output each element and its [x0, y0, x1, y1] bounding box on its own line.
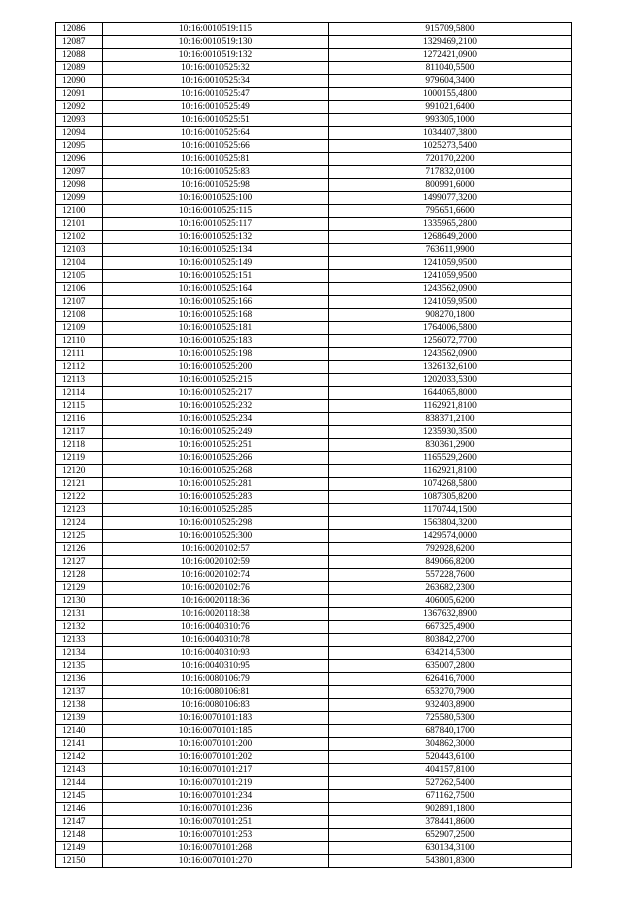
row-number-cell: 12133 — [56, 634, 103, 647]
table-row — [56, 673, 572, 686]
table-row — [56, 465, 572, 478]
row-number-cell: 12087 — [56, 36, 103, 49]
cadastral-value-cell: 1326132,6100 — [329, 361, 572, 374]
table-row — [56, 543, 572, 556]
cadastral-value-cell: 1272421,0900 — [329, 49, 572, 62]
cadastral-value-cell: 652907,2500 — [329, 829, 572, 842]
cadastral-number-cell: 10:16:0080106:83 — [103, 699, 329, 712]
row-number-cell: 12090 — [56, 75, 103, 88]
cadastral-number-cell: 10:16:0010525:166 — [103, 296, 329, 309]
row-number-cell: 12086 — [56, 23, 103, 36]
cadastral-number-cell: 10:16:0070101:270 — [103, 855, 329, 868]
cadastral-value-cell: 378441,8600 — [329, 816, 572, 829]
cadastral-value-cell: 653270,7900 — [329, 686, 572, 699]
table-row — [56, 374, 572, 387]
row-number-cell: 12113 — [56, 374, 103, 387]
cadastral-number-cell: 10:16:0010519:132 — [103, 49, 329, 62]
cadastral-value-cell: 1367632,8900 — [329, 608, 572, 621]
cadastral-number-cell: 10:16:0010525:134 — [103, 244, 329, 257]
table-row — [56, 127, 572, 140]
cadastral-value-cell: 803842,2700 — [329, 634, 572, 647]
cadastral-number-cell: 10:16:0010525:100 — [103, 192, 329, 205]
cadastral-value-cell: 520443,6100 — [329, 751, 572, 764]
cadastral-value-cell: 527262,5400 — [329, 777, 572, 790]
row-number-cell: 12139 — [56, 712, 103, 725]
cadastral-number-cell: 10:16:0020102:74 — [103, 569, 329, 582]
row-number-cell: 12108 — [56, 309, 103, 322]
cadastral-number-cell: 10:16:0040310:93 — [103, 647, 329, 660]
table-row — [56, 49, 572, 62]
cadastral-number-cell: 10:16:0070101:202 — [103, 751, 329, 764]
cadastral-value-cell: 667325,4900 — [329, 621, 572, 634]
row-number-cell: 12089 — [56, 62, 103, 75]
cadastral-number-cell: 10:16:0010525:281 — [103, 478, 329, 491]
row-number-cell: 12120 — [56, 465, 103, 478]
table-row — [56, 595, 572, 608]
cadastral-number-cell: 10:16:0010525:47 — [103, 88, 329, 101]
cadastral-number-cell: 10:16:0010525:32 — [103, 62, 329, 75]
row-number-cell: 12125 — [56, 530, 103, 543]
table-row — [56, 686, 572, 699]
cadastral-value-cell: 1243562,0900 — [329, 283, 572, 296]
cadastral-number-cell: 10:16:0040310:78 — [103, 634, 329, 647]
cadastral-value-cell: 1235930,3500 — [329, 426, 572, 439]
table-row — [56, 361, 572, 374]
cadastral-value-cell: 687840,1700 — [329, 725, 572, 738]
cadastral-number-cell: 10:16:0070101:200 — [103, 738, 329, 751]
table-row — [56, 751, 572, 764]
table-row — [56, 62, 572, 75]
cadastral-number-cell: 10:16:0020118:36 — [103, 595, 329, 608]
cadastral-value-table — [55, 22, 572, 868]
cadastral-number-cell: 10:16:0070101:268 — [103, 842, 329, 855]
table-row — [56, 699, 572, 712]
row-number-cell: 12119 — [56, 452, 103, 465]
cadastral-value-cell: 908270,1800 — [329, 309, 572, 322]
row-number-cell: 12116 — [56, 413, 103, 426]
table-row — [56, 777, 572, 790]
cadastral-value-cell: 932403,8900 — [329, 699, 572, 712]
cadastral-value-cell: 811040,5500 — [329, 62, 572, 75]
cadastral-number-cell: 10:16:0010525:268 — [103, 465, 329, 478]
row-number-cell: 12150 — [56, 855, 103, 868]
row-number-cell: 12140 — [56, 725, 103, 738]
cadastral-value-cell: 1165529,2600 — [329, 452, 572, 465]
cadastral-number-cell: 10:16:0070101:219 — [103, 777, 329, 790]
row-number-cell: 12097 — [56, 166, 103, 179]
cadastral-value-cell: 1429574,0000 — [329, 530, 572, 543]
table-row — [56, 218, 572, 231]
cadastral-value-cell: 1074268,5800 — [329, 478, 572, 491]
table-row — [56, 712, 572, 725]
row-number-cell: 12091 — [56, 88, 103, 101]
row-number-cell: 12099 — [56, 192, 103, 205]
table-row — [56, 439, 572, 452]
cadastral-number-cell: 10:16:0040310:95 — [103, 660, 329, 673]
table-row — [56, 725, 572, 738]
row-number-cell: 12126 — [56, 543, 103, 556]
cadastral-number-cell: 10:16:0080106:81 — [103, 686, 329, 699]
cadastral-number-cell: 10:16:0010525:115 — [103, 205, 329, 218]
cadastral-value-cell: 406005,6200 — [329, 595, 572, 608]
cadastral-number-cell: 10:16:0010525:298 — [103, 517, 329, 530]
row-number-cell: 12110 — [56, 335, 103, 348]
cadastral-number-cell: 10:16:0010519:130 — [103, 36, 329, 49]
cadastral-number-cell: 10:16:0010525:164 — [103, 283, 329, 296]
row-number-cell: 12092 — [56, 101, 103, 114]
table-row — [56, 556, 572, 569]
row-number-cell: 12132 — [56, 621, 103, 634]
cadastral-value-cell: 263682,2300 — [329, 582, 572, 595]
row-number-cell: 12148 — [56, 829, 103, 842]
cadastral-value-cell: 800991,6000 — [329, 179, 572, 192]
cadastral-number-cell: 10:16:0010525:81 — [103, 153, 329, 166]
table-row — [56, 387, 572, 400]
cadastral-value-cell: 630134,3100 — [329, 842, 572, 855]
cadastral-value-cell: 902891,1800 — [329, 803, 572, 816]
row-number-cell: 12142 — [56, 751, 103, 764]
row-number-cell: 12109 — [56, 322, 103, 335]
cadastral-value-cell: 1335965,2800 — [329, 218, 572, 231]
row-number-cell: 12112 — [56, 361, 103, 374]
cadastral-number-cell: 10:16:0070101:251 — [103, 816, 329, 829]
cadastral-number-cell: 10:16:0010525:249 — [103, 426, 329, 439]
row-number-cell: 12093 — [56, 114, 103, 127]
row-number-cell: 12136 — [56, 673, 103, 686]
table-row — [56, 114, 572, 127]
table-row — [56, 426, 572, 439]
cadastral-number-cell: 10:16:0070101:253 — [103, 829, 329, 842]
table-row — [56, 413, 572, 426]
table-row — [56, 738, 572, 751]
cadastral-number-cell: 10:16:0010525:64 — [103, 127, 329, 140]
cadastral-value-cell: 717832,0100 — [329, 166, 572, 179]
row-number-cell: 12114 — [56, 387, 103, 400]
cadastral-value-cell: 543801,8300 — [329, 855, 572, 868]
cadastral-number-cell: 10:16:0070101:217 — [103, 764, 329, 777]
cadastral-value-cell: 792928,6200 — [329, 543, 572, 556]
table-row — [56, 790, 572, 803]
cadastral-number-cell: 10:16:0010519:115 — [103, 23, 329, 36]
row-number-cell: 12145 — [56, 790, 103, 803]
cadastral-number-cell: 10:16:0010525:83 — [103, 166, 329, 179]
cadastral-value-cell: 838371,2100 — [329, 413, 572, 426]
cadastral-value-cell: 1000155,4800 — [329, 88, 572, 101]
row-number-cell: 12118 — [56, 439, 103, 452]
cadastral-number-cell: 10:16:0010525:266 — [103, 452, 329, 465]
cadastral-value-cell: 1644065,8000 — [329, 387, 572, 400]
row-number-cell: 12107 — [56, 296, 103, 309]
table-row — [56, 296, 572, 309]
cadastral-number-cell: 10:16:0070101:236 — [103, 803, 329, 816]
row-number-cell: 12134 — [56, 647, 103, 660]
cadastral-value-cell: 1329469,2100 — [329, 36, 572, 49]
row-number-cell: 12098 — [56, 179, 103, 192]
cadastral-value-cell: 1162921,8100 — [329, 465, 572, 478]
cadastral-number-cell: 10:16:0010525:217 — [103, 387, 329, 400]
row-number-cell: 12135 — [56, 660, 103, 673]
row-number-cell: 12144 — [56, 777, 103, 790]
table-row — [56, 634, 572, 647]
cadastral-value-cell: 1256072,7700 — [329, 335, 572, 348]
table-row — [56, 205, 572, 218]
table-row — [56, 75, 572, 88]
row-number-cell: 12130 — [56, 595, 103, 608]
cadastral-number-cell: 10:16:0010525:300 — [103, 530, 329, 543]
table-row — [56, 348, 572, 361]
cadastral-value-cell: 1034407,3800 — [329, 127, 572, 140]
cadastral-value-cell: 671162,7500 — [329, 790, 572, 803]
cadastral-value-cell: 626416,7000 — [329, 673, 572, 686]
table-row — [56, 36, 572, 49]
table-row — [56, 101, 572, 114]
cadastral-number-cell: 10:16:0010525:98 — [103, 179, 329, 192]
row-number-cell: 12146 — [56, 803, 103, 816]
cadastral-number-cell: 10:16:0010525:285 — [103, 504, 329, 517]
cadastral-value-cell: 979604,3400 — [329, 75, 572, 88]
cadastral-number-cell: 10:16:0010525:49 — [103, 101, 329, 114]
cadastral-number-cell: 10:16:0010525:198 — [103, 348, 329, 361]
cadastral-number-cell: 10:16:0010525:117 — [103, 218, 329, 231]
cadastral-number-cell: 10:16:0040310:76 — [103, 621, 329, 634]
cadastral-number-cell: 10:16:0070101:185 — [103, 725, 329, 738]
row-number-cell: 12106 — [56, 283, 103, 296]
cadastral-value-cell: 404157,8100 — [329, 764, 572, 777]
cadastral-value-cell: 1025273,5400 — [329, 140, 572, 153]
table-row — [56, 153, 572, 166]
table-row — [56, 569, 572, 582]
row-number-cell: 12149 — [56, 842, 103, 855]
table-row — [56, 322, 572, 335]
table-row — [56, 452, 572, 465]
cadastral-value-cell: 720170,2200 — [329, 153, 572, 166]
cadastral-number-cell: 10:16:0010525:251 — [103, 439, 329, 452]
cadastral-value-cell: 1087305,8200 — [329, 491, 572, 504]
cadastral-number-cell: 10:16:0010525:181 — [103, 322, 329, 335]
cadastral-value-cell: 795651,6600 — [329, 205, 572, 218]
table-row — [56, 647, 572, 660]
cadastral-value-cell: 991021,6400 — [329, 101, 572, 114]
cadastral-number-cell: 10:16:0010525:151 — [103, 270, 329, 283]
table-row — [56, 257, 572, 270]
cadastral-value-cell: 635007,2800 — [329, 660, 572, 673]
cadastral-number-cell: 10:16:0010525:34 — [103, 75, 329, 88]
table-row — [56, 491, 572, 504]
row-number-cell: 12131 — [56, 608, 103, 621]
table-row — [56, 478, 572, 491]
cadastral-value-cell: 763611,9900 — [329, 244, 572, 257]
table-row — [56, 855, 572, 868]
cadastral-number-cell: 10:16:0020102:57 — [103, 543, 329, 556]
row-number-cell: 12147 — [56, 816, 103, 829]
cadastral-number-cell: 10:16:0080106:79 — [103, 673, 329, 686]
table-row — [56, 192, 572, 205]
table-row — [56, 816, 572, 829]
table-row — [56, 179, 572, 192]
row-number-cell: 12111 — [56, 348, 103, 361]
row-number-cell: 12102 — [56, 231, 103, 244]
table-row — [56, 803, 572, 816]
cadastral-number-cell: 10:16:0010525:51 — [103, 114, 329, 127]
cadastral-value-cell: 1563804,3200 — [329, 517, 572, 530]
cadastral-value-cell: 915709,5800 — [329, 23, 572, 36]
table-row — [56, 140, 572, 153]
cadastral-number-cell: 10:16:0010525:232 — [103, 400, 329, 413]
row-number-cell: 12096 — [56, 153, 103, 166]
cadastral-number-cell: 10:16:0010525:183 — [103, 335, 329, 348]
cadastral-number-cell: 10:16:0010525:66 — [103, 140, 329, 153]
cadastral-value-cell: 1241059,9500 — [329, 257, 572, 270]
table-row — [56, 231, 572, 244]
table-row — [56, 166, 572, 179]
cadastral-value-cell: 557228,7600 — [329, 569, 572, 582]
cadastral-value-cell: 1268649,2000 — [329, 231, 572, 244]
row-number-cell: 12143 — [56, 764, 103, 777]
cadastral-number-cell: 10:16:0010525:149 — [103, 257, 329, 270]
table-row — [56, 270, 572, 283]
cadastral-value-cell: 1241059,9500 — [329, 270, 572, 283]
table-row — [56, 582, 572, 595]
cadastral-value-cell: 1162921,8100 — [329, 400, 572, 413]
cadastral-value-cell: 1202033,5300 — [329, 374, 572, 387]
row-number-cell: 12124 — [56, 517, 103, 530]
cadastral-number-cell: 10:16:0070101:234 — [103, 790, 329, 803]
row-number-cell: 12127 — [56, 556, 103, 569]
cadastral-value-cell: 1243562,0900 — [329, 348, 572, 361]
table-row — [56, 764, 572, 777]
row-number-cell: 12121 — [56, 478, 103, 491]
row-number-cell: 12105 — [56, 270, 103, 283]
row-number-cell: 12138 — [56, 699, 103, 712]
table-row — [56, 335, 572, 348]
cadastral-number-cell: 10:16:0010525:283 — [103, 491, 329, 504]
table-row — [56, 23, 572, 36]
cadastral-number-cell: 10:16:0010525:234 — [103, 413, 329, 426]
row-number-cell: 12128 — [56, 569, 103, 582]
cadastral-number-cell: 10:16:0010525:168 — [103, 309, 329, 322]
table-row — [56, 244, 572, 257]
cadastral-value-cell: 1241059,9500 — [329, 296, 572, 309]
table-row — [56, 309, 572, 322]
cadastral-number-cell: 10:16:0010525:200 — [103, 361, 329, 374]
table-row — [56, 829, 572, 842]
cadastral-value-cell: 1499077,3200 — [329, 192, 572, 205]
cadastral-value-cell: 304862,3000 — [329, 738, 572, 751]
row-number-cell: 12104 — [56, 257, 103, 270]
table-row — [56, 530, 572, 543]
table-row — [56, 504, 572, 517]
table-row — [56, 842, 572, 855]
row-number-cell: 12141 — [56, 738, 103, 751]
cadastral-number-cell: 10:16:0020102:59 — [103, 556, 329, 569]
row-number-cell: 12122 — [56, 491, 103, 504]
table-row — [56, 88, 572, 101]
table-body — [56, 23, 572, 868]
row-number-cell: 12137 — [56, 686, 103, 699]
row-number-cell: 12101 — [56, 218, 103, 231]
row-number-cell: 12123 — [56, 504, 103, 517]
row-number-cell: 12115 — [56, 400, 103, 413]
cadastral-value-cell: 1170744,1500 — [329, 504, 572, 517]
cadastral-number-cell: 10:16:0010525:132 — [103, 231, 329, 244]
table-row — [56, 621, 572, 634]
row-number-cell: 12088 — [56, 49, 103, 62]
cadastral-value-cell: 725580,5300 — [329, 712, 572, 725]
row-number-cell: 12100 — [56, 205, 103, 218]
cadastral-number-cell: 10:16:0020118:38 — [103, 608, 329, 621]
table-row — [56, 608, 572, 621]
row-number-cell: 12103 — [56, 244, 103, 257]
cadastral-value-cell: 1764006,5800 — [329, 322, 572, 335]
cadastral-value-cell: 634214,5300 — [329, 647, 572, 660]
row-number-cell: 12129 — [56, 582, 103, 595]
table-row — [56, 660, 572, 673]
cadastral-value-cell: 830361,2900 — [329, 439, 572, 452]
cadastral-value-cell: 993305,1000 — [329, 114, 572, 127]
row-number-cell: 12117 — [56, 426, 103, 439]
table-row — [56, 283, 572, 296]
row-number-cell: 12094 — [56, 127, 103, 140]
cadastral-number-cell: 10:16:0070101:183 — [103, 712, 329, 725]
cadastral-number-cell: 10:16:0020102:76 — [103, 582, 329, 595]
table-row — [56, 400, 572, 413]
cadastral-value-cell: 849066,8200 — [329, 556, 572, 569]
row-number-cell: 12095 — [56, 140, 103, 153]
table-row — [56, 517, 572, 530]
cadastral-number-cell: 10:16:0010525:215 — [103, 374, 329, 387]
